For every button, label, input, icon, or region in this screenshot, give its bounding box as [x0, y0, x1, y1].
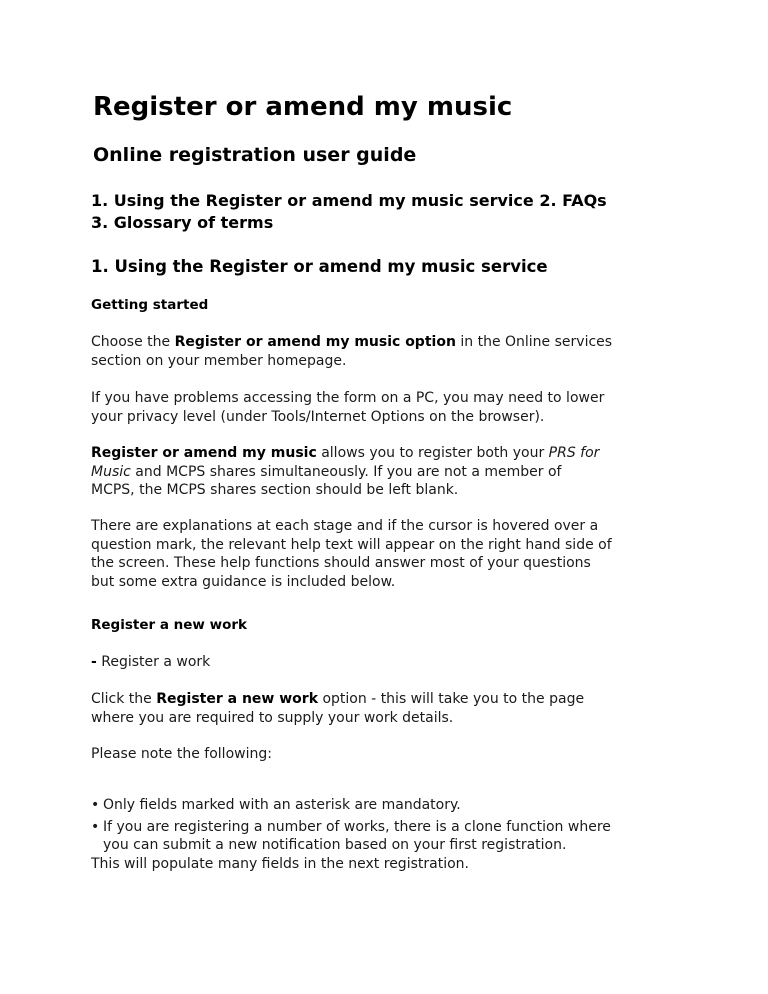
list-item [91, 818, 611, 837]
register-new-work-heading: Register a new work [91, 617, 247, 633]
text: where you are required to supply your work details. [91, 709, 454, 726]
paragraph-shares [91, 444, 599, 500]
paragraph-choose-option [91, 333, 612, 370]
paragraph-privacy [91, 389, 604, 426]
text: This will populate many fields in the next registration. [91, 855, 469, 872]
document-title: Register or amend my music [93, 92, 513, 122]
text: If you are registering a number of works, there is a clone function where [103, 818, 611, 835]
text: you can submit a new notification based on your first registration. [103, 837, 567, 853]
document-subtitle: Online registration user guide [93, 144, 417, 166]
toc-line-1: 1. Using the Register or amend my music service 2. FAQs [91, 191, 607, 210]
text: Register a work [96, 654, 211, 670]
register-a-work-subheading [91, 653, 210, 672]
italic-text: Music [91, 463, 131, 480]
text: Choose the [91, 334, 175, 350]
dash: - [91, 654, 97, 670]
text: If you have problems accessing the form on a PC, you may need to lower [91, 390, 605, 406]
bullet-icon: • [91, 797, 100, 813]
text: option - this will take you to the page [318, 691, 585, 707]
text: question mark, the relevant help text will appear on the right hand side of [91, 536, 612, 553]
text: allows you to register both your [316, 445, 549, 461]
bullet-icon: • [91, 818, 100, 835]
paragraph-click-register [91, 690, 584, 727]
text: MCPS, the MCPS shares section should be left blank. [91, 482, 459, 498]
section-heading: 1. Using the Register or amend my music service [91, 257, 548, 276]
note-label: Please note the following: [91, 746, 272, 762]
text: the screen. These help functions should answer most of your questions [91, 555, 591, 571]
bold-text: Register or amend my music [91, 445, 317, 461]
text: but some extra guidance is included below. [91, 573, 396, 590]
text: There are explanations at each stage and if the cursor is hovered over a [91, 518, 599, 534]
bullet-list [91, 796, 611, 873]
italic-text: PRS for [548, 445, 600, 461]
text: your privacy level (under Tools/Internet Options on the browser). [91, 408, 545, 425]
text: Click the [91, 691, 157, 707]
bold-text: Register a new work [156, 691, 319, 707]
paragraph-help [91, 517, 612, 591]
table-of-contents [91, 190, 607, 234]
bold-text: Register or amend my music option [174, 334, 456, 350]
toc-line-2: 3. Glossary of terms [91, 213, 274, 232]
getting-started-heading: Getting started [91, 297, 209, 313]
text: section on your member homepage. [91, 352, 347, 369]
text: Only fields marked with an asterisk are mandatory. [103, 797, 461, 813]
list-item [91, 796, 611, 815]
text: in the Online services [455, 334, 613, 350]
text: and MCPS shares simultaneously. If you are not a member of [130, 463, 562, 480]
